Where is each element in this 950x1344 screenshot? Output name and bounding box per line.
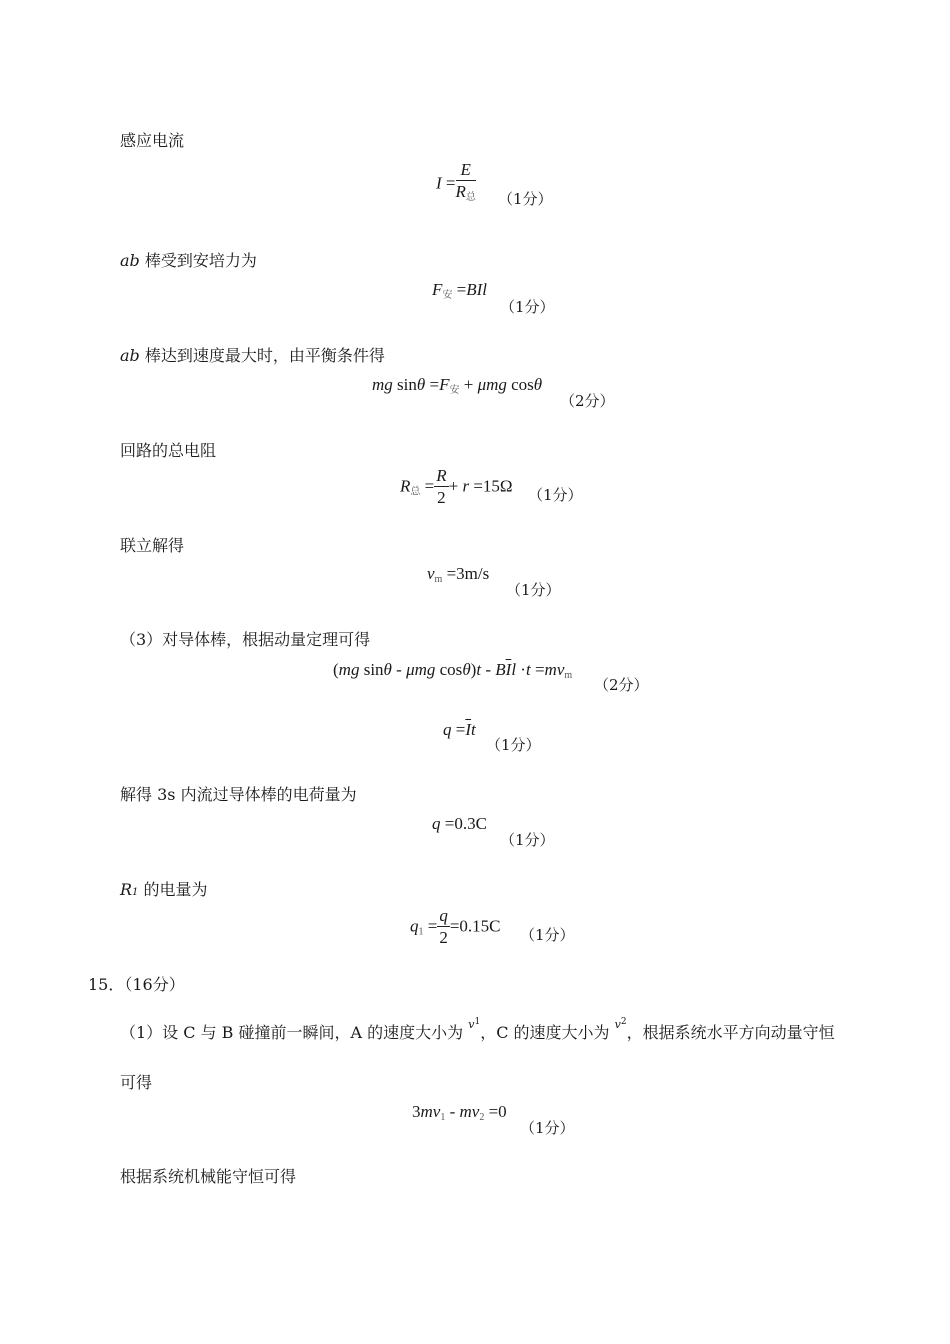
induced-current-label: 感应电流 bbox=[120, 131, 185, 150]
equation-momentum: (mg sinθ - μmg $\cos\theta)t - B\overline{I}l \cdot t =mv_m$ bbox=[333, 660, 573, 681]
question-15-header: 15．（16分） bbox=[88, 975, 185, 994]
equation-current: I = $\frac{E}{R_总}$ bbox=[436, 160, 476, 203]
score-vmax: （1分） bbox=[506, 581, 561, 599]
equation-ampere: $F_安 =BIl$ bbox=[432, 280, 488, 301]
q15-part1-line1: （1）设 C 与 B 碰撞前一瞬间，A 的速度大小为 $^{v1}$，C 的速度大小为 $^{v2}$，根据系统水平方向动量守恒 bbox=[120, 1017, 835, 1042]
q15-part1-line2: 可得 bbox=[120, 1073, 153, 1092]
equation-vmax: $v_m =3m/s$ bbox=[427, 564, 490, 585]
equation-q1: $q_1$ = $\frac{q}{2}$ =0.15C bbox=[410, 906, 501, 947]
r1-charge-label: R1 的电量为 bbox=[120, 880, 208, 899]
mech-energy-label: 根据系统机械能守恒可得 bbox=[120, 1167, 297, 1186]
score-balance: （2分） bbox=[560, 392, 615, 410]
score-q1: （1分） bbox=[520, 926, 575, 944]
score-current: （1分） bbox=[498, 190, 553, 208]
score-q-val: （1分） bbox=[500, 831, 555, 849]
score-ampere: （1分） bbox=[500, 298, 555, 316]
equation-balance: mg $\sin\theta =F_安 + \mu mg$ cosθ bbox=[372, 375, 543, 396]
score-q-def: （1分） bbox=[486, 736, 541, 754]
ab-max-speed-label: ab 棒达到速度最大时，由平衡条件得 bbox=[120, 346, 385, 365]
score-resistance: （1分） bbox=[528, 486, 583, 504]
total-resistance-label: 回路的总电阻 bbox=[120, 441, 217, 460]
score-cons-mom: （1分） bbox=[520, 1119, 575, 1137]
equation-q-val: q =0.3C bbox=[432, 814, 487, 833]
combine-label: 联立解得 bbox=[120, 536, 185, 555]
score-momentum: （2分） bbox=[594, 676, 649, 694]
equation-cons-mom: $3mv_1 - mv_2 =0$ bbox=[412, 1102, 507, 1123]
ab-force-label: ab 棒受到安培力为 bbox=[120, 251, 257, 270]
part3-label: （3）对导体棒，根据动量定理可得 bbox=[120, 630, 371, 649]
equation-q-def: $q =\overline{I}t$ bbox=[443, 720, 476, 739]
charge-label: 解得 3s 内流过导体棒的电荷量为 bbox=[120, 785, 357, 804]
equation-resistance: $R_总$ = $\frac{R}{2}$ + r =15Ω bbox=[400, 466, 513, 507]
